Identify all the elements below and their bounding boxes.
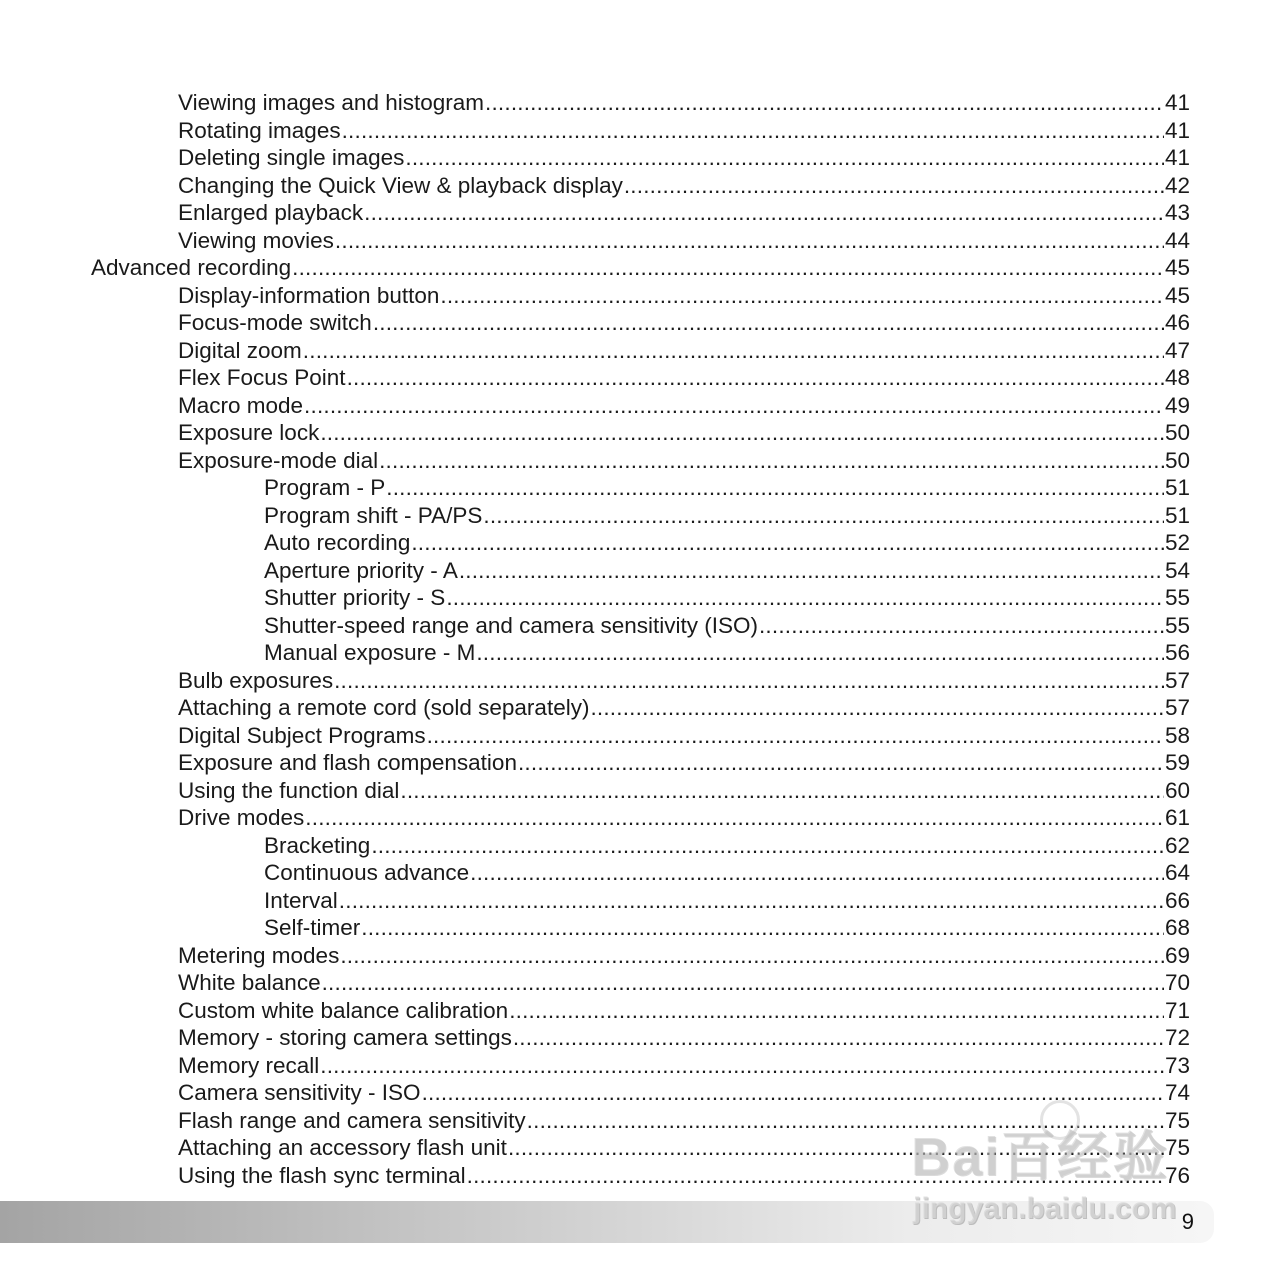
toc-entry-title: Attaching a remote cord (sold separately) (178, 695, 590, 720)
toc-entry-title: White balance (178, 970, 321, 995)
toc-entry-page: 45 (1164, 282, 1190, 308)
leader-dots (292, 254, 1164, 282)
leader-dots (304, 392, 1164, 420)
toc-entry-title: Memory - storing camera settings (178, 1025, 512, 1050)
toc-entry (0, 227, 1280, 255)
leader-dots (322, 969, 1164, 997)
toc-entry-title: Interval (264, 887, 338, 913)
toc-entry-title: Metering modes (178, 942, 340, 968)
toc-entry-page: 56 (1164, 640, 1190, 665)
toc-entry-page: 75 (1164, 1107, 1190, 1133)
toc-entry-page: 70 (1164, 970, 1190, 995)
toc-entry-title: Bulb exposures (178, 667, 334, 693)
toc-entry-page: 61 (1164, 805, 1190, 830)
toc-entry-title: Program shift - PA/PS (264, 502, 483, 528)
toc-entry-title: Aperture priority - A (264, 557, 458, 583)
toc-entry-page: 59 (1164, 750, 1190, 775)
leader-dots (513, 1024, 1164, 1052)
page-number: 9 (1181, 1209, 1194, 1234)
toc-entry-page: 41 (1164, 117, 1190, 143)
toc-entry (0, 859, 1280, 887)
toc-entry-title: Memory recall (178, 1052, 320, 1078)
toc-entry (0, 969, 1280, 997)
leader-dots (411, 529, 1164, 557)
toc-entry-title: Flex Focus Point (178, 365, 346, 390)
toc-entry (0, 89, 1280, 117)
toc-entry (0, 1052, 1280, 1080)
watermark-brand: Bai百经验 (911, 1127, 1170, 1187)
toc-entry-page: 62 (1164, 832, 1190, 858)
toc-entry (0, 447, 1280, 475)
toc-entry (0, 364, 1280, 392)
toc-entry (0, 529, 1280, 557)
toc-entry-title: Using the flash sync terminal (178, 1162, 466, 1188)
toc-entry (0, 1079, 1280, 1107)
leader-dots (320, 1052, 1164, 1080)
leader-dots (759, 612, 1164, 640)
toc-entry-title: Camera sensitivity - ISO (178, 1080, 421, 1105)
leader-dots (379, 447, 1164, 475)
toc-entry (0, 172, 1280, 200)
toc-entry-page: 55 (1164, 585, 1190, 610)
toc-entry-title: Macro mode (178, 392, 304, 418)
toc-entry-page: 76 (1164, 1162, 1190, 1188)
toc-entry-page: 69 (1164, 942, 1190, 968)
leader-dots (347, 364, 1164, 392)
toc-entry-page: 75 (1164, 1135, 1190, 1160)
toc-entry-title: Continuous advance (264, 860, 470, 885)
toc-entry (0, 282, 1280, 310)
leader-dots (405, 144, 1164, 172)
toc-entry (0, 337, 1280, 365)
toc-entry-page: 66 (1164, 887, 1190, 913)
toc-entry-title: Advanced recording (91, 255, 292, 280)
toc-entry (0, 1134, 1280, 1162)
toc-entry-title: Rotating images (178, 117, 341, 143)
toc-entry-title: Shutter priority - S (264, 585, 446, 610)
toc-entry-page: 57 (1164, 695, 1190, 720)
toc-entry-page: 50 (1164, 420, 1190, 445)
toc-entry-page: 45 (1164, 255, 1190, 280)
toc-entry-title: Changing the Quick View & playback display (178, 172, 623, 198)
toc-entry (0, 1162, 1280, 1190)
toc-entry-page: 43 (1164, 200, 1190, 225)
watermark-url: jingyan.baidu.com (913, 1192, 1177, 1225)
leader-dots (483, 502, 1164, 530)
toc-entry-title: Custom white balance calibration (178, 997, 509, 1023)
toc-entry-page: 54 (1164, 557, 1190, 583)
toc-entry-page: 52 (1164, 530, 1190, 555)
table-of-contents (0, 89, 1280, 1189)
toc-entry-page: 46 (1164, 310, 1190, 335)
toc-entry-title: Using the function dial (178, 777, 400, 803)
toc-entry-page: 58 (1164, 722, 1190, 748)
leader-dots (364, 199, 1164, 227)
toc-entry (0, 419, 1280, 447)
toc-entry-page: 42 (1164, 172, 1190, 198)
toc-entry-title: Focus-mode switch (178, 310, 372, 335)
leader-dots (440, 282, 1164, 310)
leader-dots (303, 337, 1164, 365)
toc-entry-page: 57 (1164, 667, 1190, 693)
toc-entry-page: 71 (1164, 997, 1190, 1023)
toc-entry-title: Deleting single images (178, 145, 405, 170)
leader-dots (371, 832, 1164, 860)
leader-dots (470, 859, 1164, 887)
toc-entry (0, 254, 1280, 282)
toc-entry-title: Exposure and flash compensation (178, 750, 517, 775)
leader-dots (305, 804, 1164, 832)
leader-dots (624, 172, 1164, 200)
toc-entry-title: Exposure lock (178, 420, 320, 445)
toc-entry (0, 392, 1280, 420)
toc-entry (0, 117, 1280, 145)
toc-entry-page: 55 (1164, 612, 1190, 638)
toc-entry-page: 48 (1164, 365, 1190, 390)
toc-entry-page: 72 (1164, 1025, 1190, 1050)
toc-entry-title: Bracketing (264, 832, 371, 858)
toc-entry (0, 639, 1280, 667)
leader-dots (476, 639, 1164, 667)
leader-dots (361, 914, 1164, 942)
toc-entry (0, 777, 1280, 805)
toc-entry (0, 474, 1280, 502)
toc-entry (0, 612, 1280, 640)
leader-dots (340, 942, 1164, 970)
leader-dots (509, 997, 1164, 1025)
toc-entry-title: Exposure-mode dial (178, 447, 379, 473)
toc-entry-page: 51 (1164, 475, 1190, 500)
toc-entry (0, 997, 1280, 1025)
toc-entry (0, 557, 1280, 585)
toc-entry-page: 51 (1164, 502, 1190, 528)
leader-dots (446, 584, 1164, 612)
footer-bar (0, 1201, 1214, 1243)
leader-dots (422, 1079, 1164, 1107)
toc-entry (0, 749, 1280, 777)
toc-entry-title: Program - P (264, 475, 386, 500)
toc-entry (0, 309, 1280, 337)
toc-entry-title: Flash range and camera sensitivity (178, 1107, 526, 1133)
leader-dots (373, 309, 1164, 337)
toc-entry-title: Viewing images and histogram (178, 90, 485, 115)
leader-dots (334, 667, 1164, 695)
leader-dots (459, 557, 1164, 585)
toc-entry-page: 41 (1164, 145, 1190, 170)
toc-entry-title: Self-timer (264, 915, 361, 940)
toc-entry (0, 1107, 1280, 1135)
toc-entry-page: 49 (1164, 392, 1190, 418)
toc-entry-title: Viewing movies (178, 227, 334, 253)
toc-entry-title: Manual exposure - M (264, 640, 476, 665)
toc-entry (0, 722, 1280, 750)
toc-entry-title: Auto recording (264, 530, 411, 555)
toc-entry (0, 914, 1280, 942)
toc-entry (0, 832, 1280, 860)
toc-entry-page: 60 (1164, 777, 1190, 803)
toc-entry-title: Attaching an accessory flash unit (178, 1135, 507, 1160)
leader-dots (427, 722, 1164, 750)
leader-dots (400, 777, 1164, 805)
leader-dots (320, 419, 1164, 447)
leader-dots (467, 1162, 1164, 1190)
leader-dots (508, 1134, 1164, 1162)
leader-dots (527, 1107, 1164, 1135)
toc-entry (0, 502, 1280, 530)
toc-entry-title: Display-information button (178, 282, 440, 308)
toc-entry (0, 804, 1280, 832)
leader-dots (342, 117, 1164, 145)
toc-entry (0, 887, 1280, 915)
toc-entry-page: 50 (1164, 447, 1190, 473)
toc-entry-title: Drive modes (178, 805, 305, 830)
toc-entry (0, 144, 1280, 172)
toc-entry-page: 73 (1164, 1052, 1190, 1078)
toc-entry-title: Digital Subject Programs (178, 722, 426, 748)
toc-entry (0, 694, 1280, 722)
toc-entry-page: 74 (1164, 1080, 1190, 1105)
toc-entry-page: 47 (1164, 337, 1190, 363)
toc-entry-page: 44 (1164, 227, 1190, 253)
toc-entry (0, 199, 1280, 227)
toc-entry-page: 68 (1164, 915, 1190, 940)
toc-entry (0, 1024, 1280, 1052)
leader-dots (339, 887, 1164, 915)
leader-dots (386, 474, 1164, 502)
toc-entry-title: Digital zoom (178, 337, 302, 363)
toc-entry-page: 64 (1164, 860, 1190, 885)
toc-entry-page: 41 (1164, 90, 1190, 115)
leader-dots (335, 227, 1164, 255)
leader-dots (518, 749, 1164, 777)
leader-dots (485, 89, 1164, 117)
leader-dots (590, 694, 1164, 722)
toc-entry (0, 667, 1280, 695)
toc-entry-title: Shutter-speed range and camera sensitivity (ISO) (264, 612, 758, 638)
toc-entry (0, 942, 1280, 970)
toc-entry-title: Enlarged playback (178, 200, 364, 225)
toc-entry (0, 584, 1280, 612)
